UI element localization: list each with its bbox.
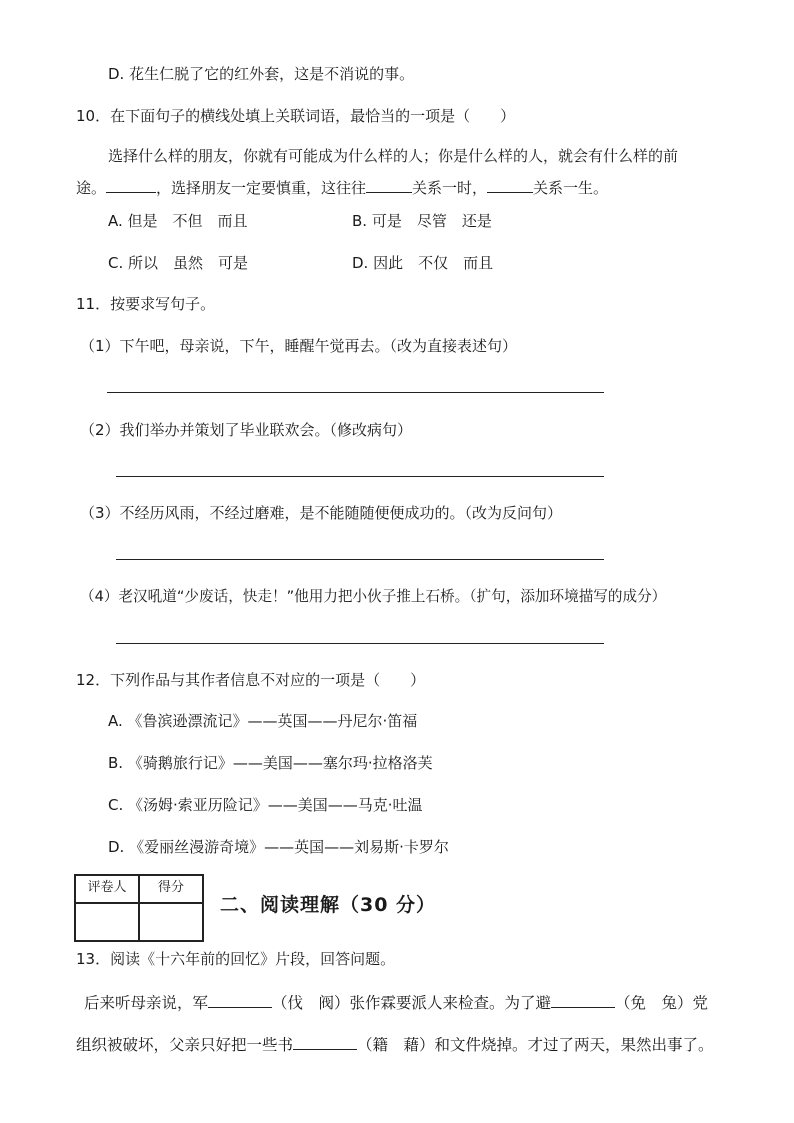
q13-passage-line2 — [76, 1033, 714, 1055]
section-2-title: 二、阅读理解（30 分） — [220, 894, 437, 916]
q9-option-d: D. 花生仁脱了它的红外套，这是不消说的事。 — [108, 65, 415, 83]
q10-passage-part-d: 关系一生。 — [533, 179, 609, 197]
q12-option-a[interactable]: A. 《鲁滨逊漂流记》——英国——丹尼尔·笛福 — [108, 712, 418, 730]
q10-passage-line2 — [76, 176, 608, 198]
q10-passage-line1: 选择什么样的朋友，你就有可能成为什么样的人；你是什么样的人，就会有什么样的前 — [108, 147, 679, 165]
score-cell[interactable] — [139, 903, 203, 941]
q13-part-1a: 后来听母亲说，军 — [84, 994, 209, 1012]
grader-cell[interactable] — [75, 903, 139, 941]
score-header: 得分 — [139, 875, 203, 903]
q11-stem: 11．按要求写句子。 — [76, 295, 216, 313]
q13-blank-1[interactable] — [208, 991, 272, 1008]
q10-passage-part-a: 途。 — [76, 179, 107, 197]
q11-item-4: （4）老汉吼道“少废话，快走！”他用力把小伙子推上石桥。（扩句，添加环境描写的成分） — [80, 588, 667, 605]
q12-option-d[interactable]: D. 《爱丽丝漫游奇境》——英国——刘易斯·卡罗尔 — [108, 838, 449, 856]
q13-part-1b: （伐 阀）张作霖要派人来检查。为了避 — [272, 994, 552, 1012]
q10-option-d[interactable]: D. 因此 不仅 而且 — [352, 254, 494, 272]
q13-blank-2[interactable] — [551, 991, 615, 1008]
q11-answer-line-1[interactable] — [107, 392, 604, 393]
q10-stem: 10．在下面句子的横线处填上关联词语，最恰当的一项是（ ） — [76, 107, 516, 125]
q11-item-2: （2）我们举办并策划了毕业联欢会。（修改病句） — [80, 421, 413, 439]
q13-blank-3[interactable] — [293, 1033, 357, 1050]
grader-header: 评卷人 — [75, 875, 139, 903]
q10-blank-3[interactable] — [487, 176, 533, 193]
q10-passage-part-b: ，选择朋友一定要慎重，这往往 — [156, 179, 367, 197]
q11-item-3: （3）不经历风雨，不经过磨难，是不能随随便便成功的。（改为反问句） — [80, 504, 563, 522]
q10-option-c[interactable]: C. 所以 虽然 可是 — [108, 254, 249, 272]
q13-stem: 13．阅读《十六年前的回忆》片段，回答问题。 — [76, 950, 396, 968]
q10-blank-1[interactable] — [106, 176, 156, 193]
q10-passage-part-c: 关系一时， — [412, 179, 488, 197]
q13-part-1c: （免 兔）党 — [615, 994, 709, 1012]
q11-answer-line-4[interactable] — [116, 643, 604, 644]
q12-option-c[interactable]: C. 《汤姆·索亚历险记》——美国——马克·吐温 — [108, 796, 423, 814]
q11-answer-line-3[interactable] — [116, 559, 604, 560]
q10-option-a[interactable]: A. 但是 不但 而且 — [108, 212, 248, 230]
q13-part-2b: （籍 藉）和文件烧掉。才过了两天，果然出事了。 — [357, 1036, 714, 1054]
q12-stem: 12．下列作品与其作者信息不对应的一项是（ ） — [76, 671, 426, 689]
q12-option-b[interactable]: B. 《骑鹅旅行记》——美国——塞尔玛·拉格洛芙 — [108, 754, 433, 772]
q11-answer-line-2[interactable] — [116, 476, 604, 477]
q11-item-1: （1）下午吧，母亲说，下午，睡醒午觉再去。（改为直接表述句） — [80, 337, 518, 355]
q10-blank-2[interactable] — [366, 176, 412, 193]
score-table — [74, 874, 204, 942]
q13-part-2a: 组织被破坏，父亲只好把一些书 — [76, 1036, 294, 1054]
q13-passage-line1 — [84, 991, 708, 1013]
q10-option-b[interactable]: B. 可是 尽管 还是 — [352, 212, 492, 230]
